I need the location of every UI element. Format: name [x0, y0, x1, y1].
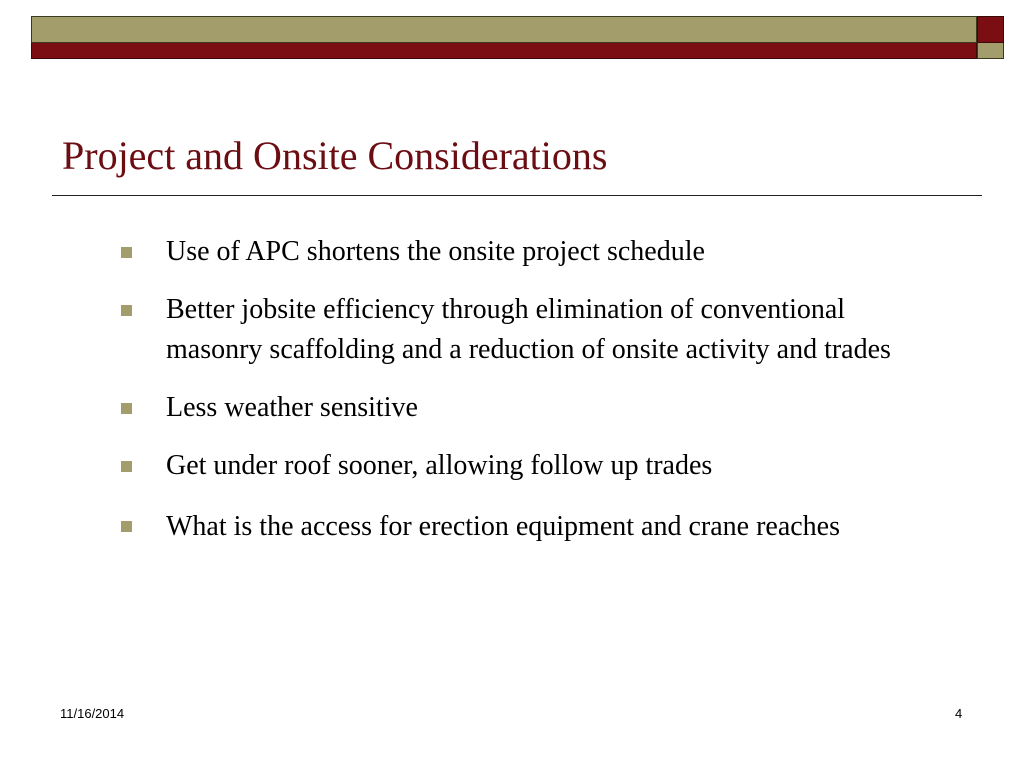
bullet-item [120, 504, 900, 550]
footer-date: 11/16/2014 [60, 706, 125, 721]
square-bullet-icon [121, 461, 132, 472]
footer-page-number: 4 [955, 706, 963, 721]
bullet-item [120, 290, 900, 370]
header-bar-maroon [31, 43, 977, 59]
header-square-olive [977, 43, 1004, 59]
bullet-text: Better jobsite efficiency through elimination of conventional masonry scaffolding and a reduction of onsite activity and trades [166, 294, 891, 365]
header-bar-olive [31, 16, 977, 43]
bullet-list [120, 232, 900, 568]
bullet-text: Use of APC shortens the onsite project schedule [166, 236, 705, 267]
square-bullet-icon [121, 521, 132, 532]
header-square-maroon [977, 16, 1004, 43]
slide-title: Project and Onsite Considerations [62, 133, 608, 178]
bullet-item [120, 232, 900, 272]
bullet-item [120, 446, 900, 486]
square-bullet-icon [121, 403, 132, 414]
header-decoration [0, 0, 1024, 60]
square-bullet-icon [121, 305, 132, 316]
title-divider [52, 195, 982, 196]
bullet-text: What is the access for erection equipment and crane reaches [166, 511, 840, 542]
bullet-text: Get under roof sooner, allowing follow up trades [166, 450, 713, 481]
bullet-text: Less weather sensitive [166, 392, 418, 423]
square-bullet-icon [121, 247, 132, 258]
bullet-item [120, 388, 900, 428]
